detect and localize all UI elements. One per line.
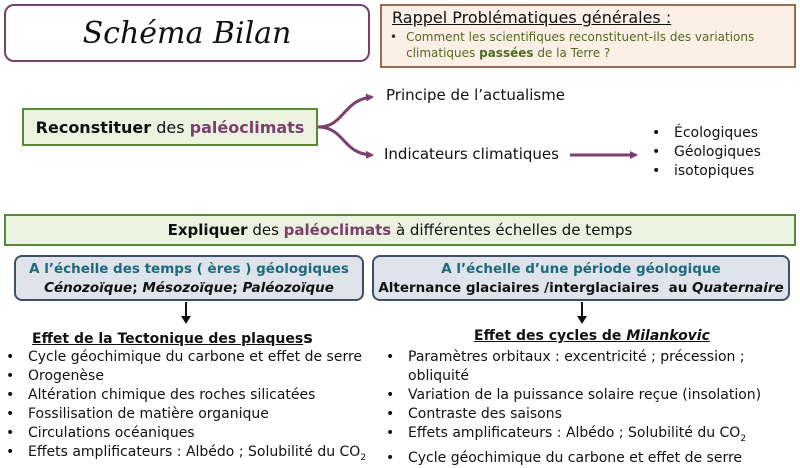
list-text: Fossilisation de matière organique xyxy=(28,406,269,422)
rappel-heading: Rappel Problématiques générales : xyxy=(392,8,672,27)
bullet: • xyxy=(6,368,15,384)
subscript-2: 2 xyxy=(740,433,747,444)
bullet: • xyxy=(390,30,398,44)
list-item xyxy=(6,405,376,424)
expl-word3: paléoclimats xyxy=(283,221,392,239)
list-text: Cycle géochimique du carbone et effet de serre xyxy=(408,449,743,466)
list-text: Cycle géochimique du carbone et effet de serre xyxy=(28,349,363,365)
scale-left-title: A l’échelle des temps ( ères ) géologiques xyxy=(29,261,349,277)
list-text-main: Effets amplificateurs : Albédo ; Solubilité du CO xyxy=(408,425,741,441)
bullet: • xyxy=(386,406,395,422)
list-text: Altération chimique des roches silicatées xyxy=(28,387,316,403)
rappel-text-after: de la Terre ? xyxy=(533,46,611,60)
list-item xyxy=(652,143,761,162)
era-3: Paléozoïque xyxy=(242,280,334,296)
list-item xyxy=(6,443,376,468)
effect-right-heading xyxy=(474,328,710,344)
list-text-main: Effets amplificateurs : Albédo ; Solubilité du CO xyxy=(28,444,361,460)
scale-left-eras: Cénozoïque; Mésozoïque; Paléozoïque xyxy=(44,280,334,296)
indicator-type: Géologiques xyxy=(674,144,761,160)
bullet: • xyxy=(386,349,395,365)
recon-word1: Reconstituer xyxy=(35,117,152,137)
expliquer-bar xyxy=(4,214,796,246)
page-title: Schéma Bilan xyxy=(82,15,292,51)
scale-right-sub-italic: Quaternaire xyxy=(692,280,784,296)
list-item xyxy=(652,124,761,143)
bullet: • xyxy=(6,425,15,441)
expl-word2: des xyxy=(247,221,284,239)
era-1: Cénozoïque xyxy=(44,280,133,296)
list-item xyxy=(386,348,796,386)
expl-word4: à différentes échelles de temps xyxy=(391,221,633,239)
list-item xyxy=(6,424,376,443)
indicateurs-label: Indicateurs climatiques xyxy=(384,145,559,163)
list-text: Variation de la puissance solaire reçue (insolation) xyxy=(408,387,762,403)
bullet: • xyxy=(652,144,661,160)
down-arrow-left-head xyxy=(181,316,191,324)
bullet: • xyxy=(6,406,15,422)
list-item xyxy=(386,424,796,449)
principe-label: Principe de l’actualisme xyxy=(386,86,566,104)
list-item xyxy=(6,386,376,405)
list-text xyxy=(408,424,746,449)
era-2: Mésozoïque xyxy=(142,280,233,296)
list-text: Orogenèse xyxy=(28,368,104,384)
list-item xyxy=(386,405,796,424)
list-item xyxy=(6,348,376,367)
list-text xyxy=(28,443,366,468)
bullet: • xyxy=(386,425,395,441)
bullet: • xyxy=(6,349,15,365)
rappel-text-before: Comment les scientifiques reconstituent-ils des variations climatiques xyxy=(406,30,755,60)
branch-arrow-principe xyxy=(318,97,372,127)
bullet: • xyxy=(652,163,661,179)
bullet: • xyxy=(6,387,15,403)
list-item xyxy=(6,367,376,386)
scale-right-sub xyxy=(374,279,788,298)
bullet: • xyxy=(652,125,661,141)
milankovic-effects-list xyxy=(386,348,796,468)
indicator-type: isotopiques xyxy=(674,163,755,179)
effect-right-title: Effet des cycles de xyxy=(474,328,627,344)
scale-box-geological-period xyxy=(372,255,790,301)
list-item xyxy=(386,386,796,405)
indicator-type: Écologiques xyxy=(674,125,759,141)
scale-right-sub-text: Alternance glaciaires /interglaciaires au xyxy=(378,280,693,296)
indicator-types-list xyxy=(652,124,761,181)
bullet: • xyxy=(386,449,395,466)
list-text: Circulations océaniques xyxy=(28,425,195,441)
effect-left-heading xyxy=(32,328,313,347)
down-arrow-right-head xyxy=(577,316,587,324)
scale-right-title: A l’échelle d’une période géologique xyxy=(441,261,721,277)
list-text: Paramètres orbitaux : excentricité ; précession ; obliquité xyxy=(408,349,745,384)
recon-word2: des xyxy=(151,117,190,137)
branch-arrow-indicateurs xyxy=(318,127,372,155)
effect-right-title-italic: Milankovic xyxy=(626,328,710,344)
list-item xyxy=(652,162,761,181)
reconstituer-box xyxy=(22,108,318,146)
list-text: Contraste des saisons xyxy=(408,406,562,422)
recon-word3: paléoclimats xyxy=(189,117,305,137)
bullet: • xyxy=(6,444,15,460)
expl-word1: Expliquer xyxy=(167,221,248,239)
scale-box-geological-eras xyxy=(14,255,364,301)
effect-left-suffix: s xyxy=(303,328,313,347)
rappel-text-bold: passées xyxy=(479,46,534,60)
bullet: • xyxy=(386,387,395,403)
effect-left-title: Effet de la Tectonique des plaques xyxy=(32,331,304,347)
subscript-2: 2 xyxy=(360,452,367,463)
tectonic-effects-list xyxy=(6,348,376,468)
